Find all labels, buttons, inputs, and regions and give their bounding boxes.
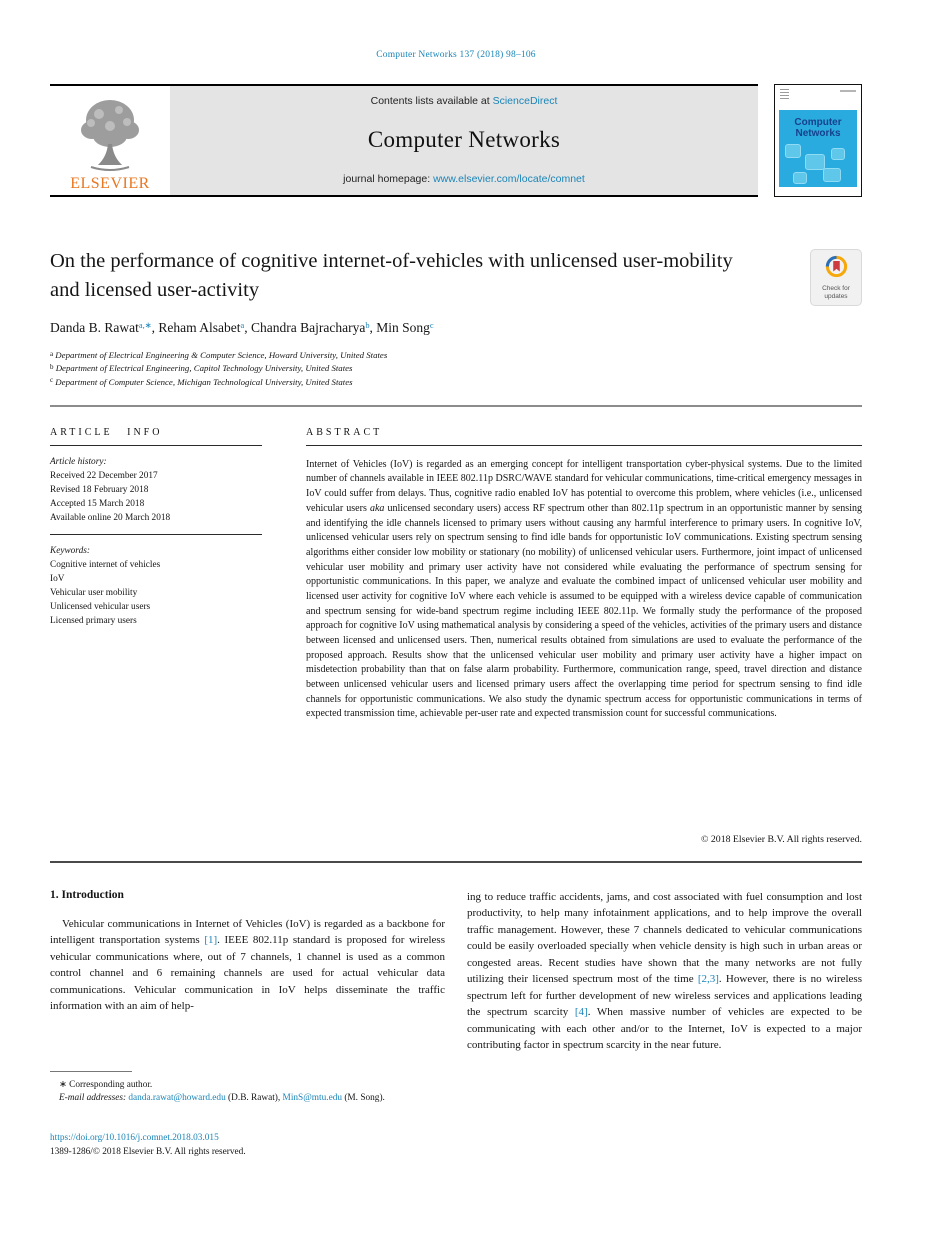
intro-left-paragraph	[50, 916, 445, 1015]
journal-cover-thumbnail	[774, 84, 862, 197]
text-segment: Vehicular communications in Internet of Vehicles (IoV) is regarded as a backbone for intelligent transportation systems	[50, 917, 445, 947]
elsevier-logo	[50, 86, 170, 195]
text-segment: unlicensed secondary users) access RF spectrum other than 802.11p spectrum in an opportunistic manner by sensing and identifying the idle channels licensed to primary users without causing any harmful interference to primary users. In cognitive IoV, unlicensed vehicular users rely on spectrum sensing to find idle bands for opportunistic IoV communications. Existing spectrum sensing algorithms either consider low mobility or stationary (no mobility) of unlicensed vehicular users. Furthermore, joint impact of unlicensed vehicular user mobility and primary user activity have not considered while evaluating the performance of spectrum sensing for opportunistic communications. In this paper, we analyze and evaluate the combined impact of unlicensed vehicular user mobility and licensed user activity for cognitive IoV where each vehicle is assumed to be equipped with a wireless device capable of communication and spectrum sensing for wide-band spectrum regime including IEEE 802.11p. We formally study the performance of the proposed approach for cognitive IoV using mathematical analysis by considering a speed of the vehicles, activities of the primary users and distance between licensed and unlicensed users. Then, numerical results obtained from simulations are used to evaluate the performance of the proposed approach. Results show that the unlicensed vehicular user mobility and primary user activity have a higher impact on misdetection probability than that on false alarm probability. Furthermore, communication range, speed, travel direction and distance between unlicensed vehicular users and licensed primary users affect the overlapping time period for spectrum sensing to find idle channels for opportunistic communications. We also study the dynamic spectrum access for opportunistic communications in terms of expected transmission time, achievable per-user rate and expected transmission count for successful communications.	[306, 502, 862, 720]
abstract-text	[306, 458, 862, 722]
copyright-line: © 2018 Elsevier B.V. All rights reserved.	[701, 833, 862, 845]
cover-decor-box	[831, 148, 845, 160]
article-info-rule	[50, 445, 262, 446]
authors-line	[50, 320, 862, 336]
text-segment: , Min Song	[369, 320, 430, 336]
divider-rule-bottom	[50, 861, 862, 863]
info-abstract-block	[50, 427, 862, 845]
homepage-line	[170, 173, 758, 185]
banner-journal-title: Computer Networks	[367, 127, 561, 152]
cover-title-line2: Networks	[795, 127, 841, 139]
cover-volume-text	[840, 90, 856, 92]
badge-text	[813, 285, 859, 301]
cover-logo-mark	[780, 89, 789, 101]
article-title: On the performance of cognitive internet-of-vehicles with unlicensed user-mobility and licensed user-activity	[50, 250, 733, 302]
text-segment: (D.B. Rawat),	[225, 1093, 283, 1104]
text-segment: Department of Electrical Engineering & Computer Science, Howard University, United States	[53, 350, 388, 361]
article-history	[50, 456, 262, 526]
text-segment: a	[50, 349, 54, 358]
list-item: Cognitive internet of vehicles	[50, 560, 161, 571]
homepage-prefix: journal homepage:	[343, 173, 434, 185]
issn-line: 1389-1286/© 2018 Elsevier B.V. All rights reserved.	[50, 1146, 246, 1157]
keywords-label: Keywords:	[50, 546, 90, 557]
text-segment: . IEEE 802.11p standard is proposed for wireless vehicular communications where, out of 7 channels, 1 channel is used as a common control channel and 6 remaining channels are used for actual vehicular data communications. Vehicular communication in IoV helps disseminate the traffic information with an aim of help-	[50, 934, 445, 1013]
text-segment: , Chandra Bajracharya	[244, 320, 366, 336]
contents-prefix: Contents lists available at	[370, 95, 493, 107]
cover-decor-box	[805, 154, 825, 170]
text-segment: . However, there is no wireless spectrum left for further development of new wireless services and applications leading the spectrum scarcity	[467, 973, 862, 1019]
article-history-list	[50, 470, 262, 526]
list-item: Vehicular user mobility	[50, 588, 138, 599]
check-for-updates-badge[interactable]	[810, 249, 862, 306]
cover-title-line1: Computer	[794, 117, 842, 128]
introduction-columns	[50, 889, 862, 1067]
keywords-section	[50, 545, 262, 629]
cover-artwork	[779, 110, 857, 187]
text-segment: Danda B. Rawat	[50, 320, 139, 336]
text-segment: aka	[369, 502, 385, 514]
doi-block	[50, 1132, 862, 1160]
contents-line	[170, 95, 758, 107]
banner-main	[50, 84, 758, 197]
text-segment: E-mail addresses:	[59, 1093, 129, 1104]
text-segment: . When massive number of vehicles are expected to be communicating with each other and/or to the Internet, IoV is expected to a major contributing factor in spectrum scarcity in the near future.	[467, 1006, 862, 1052]
abstract-heading: ABSTRACT	[306, 426, 383, 438]
author-affiliation-ref[interactable]: b	[365, 321, 370, 331]
badge-text-line1: Check for	[822, 285, 850, 292]
elsevier-wordmark: ELSEVIER	[70, 175, 150, 192]
email-link[interactable]: MinS@mtu.edu	[282, 1093, 342, 1104]
list-item: Available online 20 March 2018	[50, 512, 171, 523]
list-item: Received 22 December 2017	[50, 470, 158, 481]
list-item: Unlicensed vehicular users	[50, 602, 151, 613]
text-segment: ing to reduce traffic accidents, jams, and cost associated with fuel consumption and lost productivity, to help many infotainment applications, and to help improve the overall traffic management. However, these 7 channels dedicated to vehicular communications could be easily overloaded specially when vehicle density is high such in urban areas or congested areas. Recent studies have shown that the many networks are not fully utilizing their licensed spectrum most of the time	[467, 890, 862, 986]
banner-gray-panel	[170, 86, 758, 195]
citation-link[interactable]: [4]	[574, 1006, 588, 1019]
elsevier-tree-icon	[77, 96, 143, 177]
divider-rule-top	[50, 405, 862, 407]
text-segment: b	[50, 362, 54, 371]
list-item: IoV	[50, 574, 65, 585]
journal-reference: Computer Networks 137 (2018) 98–106	[376, 50, 536, 60]
article-info-column	[50, 427, 262, 845]
affiliations	[50, 349, 862, 389]
doi-link[interactable]: https://doi.org/10.1016/j.comnet.2018.03.015	[50, 1132, 219, 1143]
keywords-list	[50, 559, 262, 629]
cover-decor-box	[785, 144, 801, 158]
author-affiliation-ref[interactable]: a,∗	[138, 321, 152, 331]
cover-decor-box	[823, 168, 841, 182]
list-item: Accepted 15 March 2018	[50, 498, 145, 509]
intro-right-column	[467, 889, 862, 1067]
keywords-divider	[50, 534, 262, 535]
journal-homepage-link[interactable]: www.elsevier.com/locate/comnet	[433, 173, 585, 185]
intro-heading: 1. Introduction	[50, 888, 124, 901]
text-segment: c	[50, 376, 54, 385]
text-segment: Department of Computer Science, Michigan Technological University, United States	[53, 376, 353, 387]
text-segment: Department of Electrical Engineering, Capitol Technology University, United States	[53, 363, 353, 374]
footnote-corresponding: ∗ Corresponding author.	[59, 1079, 153, 1090]
crossmark-icon	[825, 265, 848, 282]
title-block	[50, 247, 862, 305]
affiliation-line	[50, 362, 862, 375]
affiliation-line	[50, 376, 862, 389]
article-info-heading: ARTICLE INFO	[50, 426, 163, 438]
abstract-rule	[306, 445, 862, 446]
affiliation-line	[50, 349, 862, 362]
footnote-rule	[50, 1071, 132, 1072]
article-history-label: Article history:	[50, 456, 107, 467]
cover-journal-title	[779, 118, 857, 139]
text-segment: Internet of Vehicles (IoV) is regarded as an emerging concept for intelligent transportation cyber-physical systems. Due to the limited number of channels available in IEEE 802.11p DSRC/WAVE standard for vehicular communications, time-critical emergency messages in IoV could suffer from delays. Thus, cognitive radio enabled IoV has potential to overcome this problem, where vehicles (i.e., unlicensed vehicular users	[306, 458, 862, 514]
citation-link[interactable]: [1]	[204, 934, 218, 947]
author-affiliation-ref[interactable]: c	[429, 321, 434, 331]
list-item: Revised 18 February 2018	[50, 484, 149, 495]
email-link[interactable]: danda.rawat@howard.edu	[128, 1093, 226, 1104]
citation-link[interactable]: [2,3]	[697, 973, 719, 986]
badge-text-line2: updates	[824, 292, 848, 300]
list-item: Licensed primary users	[50, 616, 137, 627]
text-segment: , Reham Alsabet	[151, 320, 241, 336]
journal-banner	[50, 84, 862, 197]
author-affiliation-ref[interactable]: a	[240, 321, 245, 331]
text-segment: (M. Song).	[342, 1093, 385, 1104]
intro-right-paragraph	[467, 889, 862, 1054]
cover-decor-box	[793, 172, 807, 184]
intro-left-column	[50, 889, 445, 1067]
sciencedirect-link[interactable]: ScienceDirect	[492, 95, 558, 107]
abstract-column	[306, 427, 862, 845]
footnote-block	[50, 1071, 450, 1106]
footnote-emails	[50, 1092, 450, 1105]
